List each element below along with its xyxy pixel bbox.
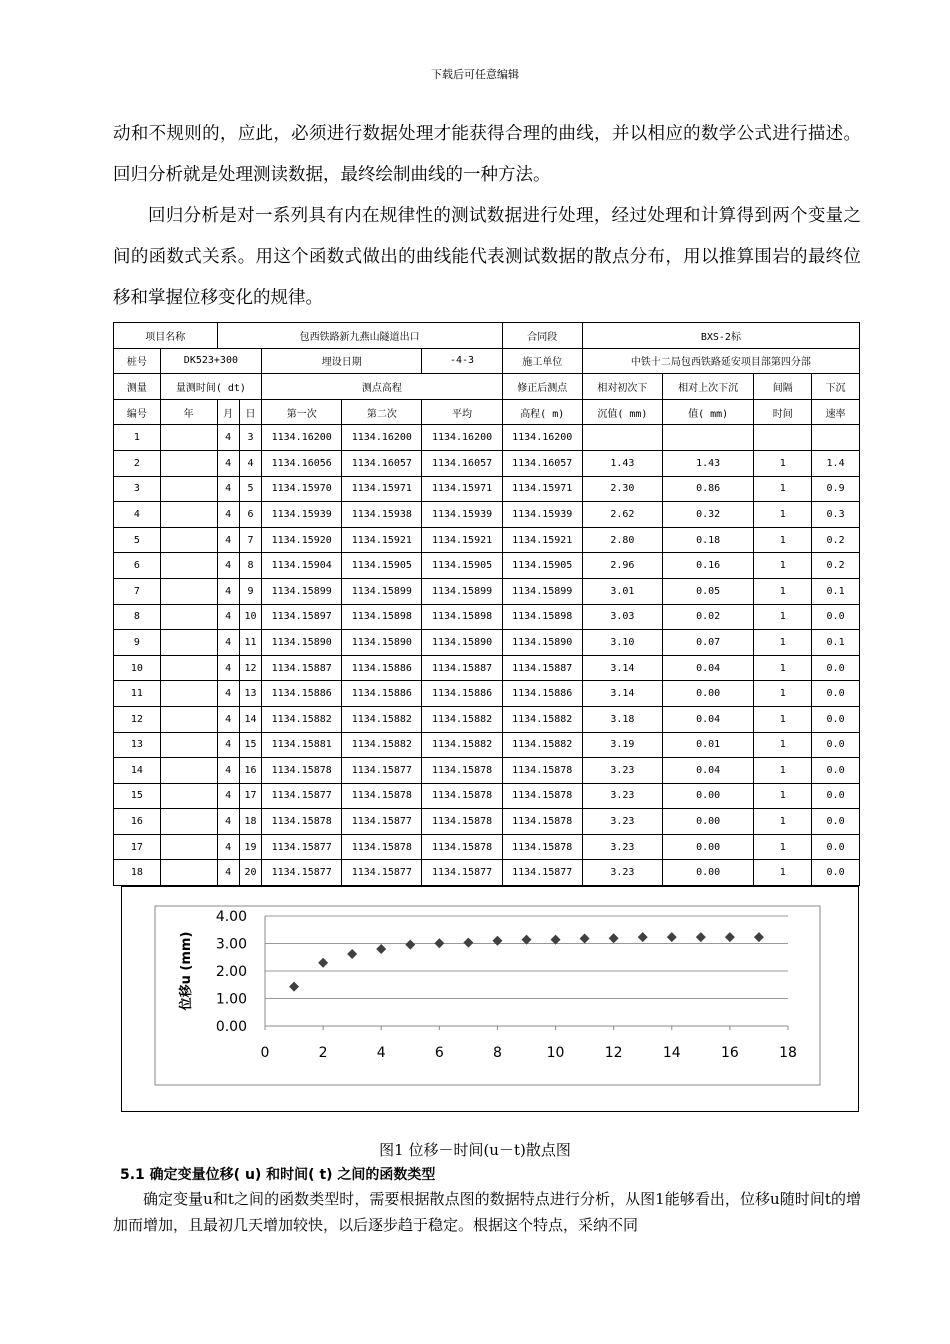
y-axis-label: 位移u (mm) [179,931,194,1011]
table-cell: 0.9 [812,476,860,502]
x-tick-label: 18 [779,1045,797,1061]
table-cell: 1134.15877 [262,783,342,809]
table-cell: 10 [114,655,161,681]
label-project-name: 项目名称 [114,323,218,349]
table-cell: 0.0 [812,809,860,835]
section-heading: 5.1 确定变量位移( u) 和时间( t) 之间的函数类型 [120,1167,436,1183]
x-tick-label: 2 [318,1045,328,1061]
table-cell: 0.2 [812,553,860,579]
table-cell: 0.01 [662,732,753,758]
table-cell: 3 [239,425,261,451]
table-cell: 0.07 [662,630,753,656]
table-cell: 1134.15971 [422,476,502,502]
table-cell: 1134.15898 [422,604,502,630]
table-cell: 4 [217,527,239,553]
y-tick-label: 1.00 [215,991,247,1008]
table-cell: 17 [114,834,161,860]
table-cell: 3 [114,476,161,502]
table-cell: 1134.15878 [502,834,582,860]
table-cell: 4 [239,450,261,476]
figure-caption: 图1 位移－时间(u－t)散点图 [379,1141,571,1159]
table-cell: 16 [239,758,261,784]
header-cell: 高程( m) [502,399,582,425]
table-cell: 1134.15882 [262,706,342,732]
table-cell: 4 [217,476,239,502]
table-cell: 0.86 [662,476,753,502]
table-cell: 1134.15882 [342,732,422,758]
table-cell: 4 [217,553,239,579]
table-cell: 1134.15881 [262,732,342,758]
table-cell: 1 [754,809,812,835]
table-cell: 1134.15882 [502,706,582,732]
table-cell: 15 [114,783,161,809]
table-cell: 0.0 [812,860,860,886]
table-cell: 0.2 [812,527,860,553]
table-cell: 3.23 [582,783,662,809]
table-cell: 12 [239,655,261,681]
table-cell: 1134.15877 [342,758,422,784]
table-cell: 1 [754,578,812,604]
table-cell: 4 [217,502,239,528]
table-cell: 1134.15878 [422,783,502,809]
table-cell: 1134.15920 [262,527,342,553]
value-project-name: 包西铁路新九燕山隧道出口 [217,323,502,349]
table-cell: 18 [239,809,261,835]
header-cell: 相对初次下 [582,374,662,400]
table-cell: 1134.15887 [262,655,342,681]
table-cell: 1134.16057 [342,450,422,476]
table-cell: 1134.15905 [342,553,422,579]
header-cell: 年 [160,399,217,425]
header-cell: 时间 [754,399,812,425]
table-cell: 1134.15899 [502,578,582,604]
table-cell: 1134.15878 [502,783,582,809]
table-cell: 1134.16056 [262,450,342,476]
x-tick-label: 0 [260,1045,270,1061]
table-cell: 0.0 [812,655,860,681]
y-tick-label: 4.00 [215,909,247,925]
table-cell: 9 [114,630,161,656]
table-cell: 1 [754,604,812,630]
table-cell: 0.00 [662,834,753,860]
table-cell: 4 [217,450,239,476]
table-cell: 0.00 [662,809,753,835]
table-cell: 0.00 [662,860,753,886]
x-tick-label: 6 [434,1045,444,1061]
table-cell: 5 [114,527,161,553]
header-cell: 日 [239,399,261,425]
table-cell: 1134.15877 [342,860,422,886]
table-cell: 0.05 [662,578,753,604]
header-cell: 测点高程 [262,374,503,400]
header-cell: 修正后测点 [502,374,582,400]
x-tick-label: 8 [492,1045,502,1061]
x-tick-label: 14 [662,1045,681,1061]
y-tick-label: 0.00 [215,1019,247,1035]
table-cell: 2.30 [582,476,662,502]
table-cell: 4 [217,758,239,784]
header-cell: 沉值( mm) [582,399,662,425]
table-cell: 1134.15878 [342,783,422,809]
table-cell: 13 [114,732,161,758]
table-cell: 1 [754,732,812,758]
table-cell: 1 [754,630,812,656]
table-cell: 1134.15882 [342,706,422,732]
table-cell: 1134.15877 [422,860,502,886]
x-tick-label: 12 [604,1045,623,1061]
header-cell: 值( mm) [662,399,753,425]
table-cell: 8 [239,553,261,579]
table-cell: 1134.15921 [342,527,422,553]
table-cell: 2 [114,450,161,476]
table-cell: 1134.15970 [262,476,342,502]
table-cell: 1134.15877 [262,860,342,886]
table-cell: 1 [754,834,812,860]
paragraph-1: 动和不规则的，应此，必须进行数据处理才能获得合理的曲线，并以相应的数学公式进行描述。回归分析就是处理测读数据，最终绘制曲线的一种方法。 [113,124,861,185]
table-cell: 4 [217,425,239,451]
table-cell: 0.04 [662,655,753,681]
table-cell: 1134.16057 [422,450,502,476]
table-cell: 1134.16200 [262,425,342,451]
table-cell: 0.0 [812,758,860,784]
table-cell: 1 [754,527,812,553]
table-cell: 4 [217,630,239,656]
page-header: 下载后可任意编辑 [431,68,519,81]
table-cell: 13 [239,681,261,707]
table-cell: 3.23 [582,758,662,784]
table-cell: 1134.15886 [422,681,502,707]
table-cell: 1134.16200 [342,425,422,451]
table-cell: 3.23 [582,834,662,860]
table-cell: 1 [754,783,812,809]
table-cell: 1134.15938 [342,502,422,528]
table-cell: 3.18 [582,706,662,732]
table-cell: 1134.16200 [502,425,582,451]
table-cell: 1.43 [662,450,753,476]
table-cell: 1 [754,502,812,528]
table-cell: 7 [239,527,261,553]
header-cell: 测量 [114,374,161,400]
table-cell: 1.43 [582,450,662,476]
table-cell: 10 [239,604,261,630]
table-cell: 3.19 [582,732,662,758]
table-cell: 1134.15878 [422,758,502,784]
table-cell: 4 [217,834,239,860]
table-cell: 0.04 [662,758,753,784]
table-cell: 1134.15882 [422,732,502,758]
table-cell: 1134.16057 [502,450,582,476]
table-cell: 1134.15905 [422,553,502,579]
table-cell: 1134.15878 [422,809,502,835]
table-cell: 1134.15890 [342,630,422,656]
header-cell: 第一次 [262,399,342,425]
table-cell: 1134.15905 [502,553,582,579]
table-cell: 3.23 [582,860,662,886]
table-cell: 3.14 [582,681,662,707]
table-cell: 1 [754,476,812,502]
table-cell: 0.3 [812,502,860,528]
table-cell: 0.16 [662,553,753,579]
table-cell: 1134.15890 [262,630,342,656]
label-contract-section: 合同段 [502,323,582,349]
value-construction-unit: 中铁十二局包西铁路延安项目部第四分部 [582,348,859,374]
table-cell: 1134.15886 [342,655,422,681]
table-cell: 1134.15890 [422,630,502,656]
header-cell: 平均 [422,399,502,425]
table-cell: 1134.15897 [262,604,342,630]
table-cell: 1 [754,655,812,681]
table-cell: 1134.15971 [342,476,422,502]
table-cell: 1134.15921 [502,527,582,553]
table-cell: 4 [217,604,239,630]
y-tick-label: 2.00 [215,964,247,980]
header-cell: 月 [217,399,239,425]
section-body: 确定变量u和t之间的函数类型时，需要根据散点图的数据特点进行分析，从图1能够看出，位移u随时间t的增加而增加，且最初几天增加较快，以后逐步趋于稳定。根据这个特点，采纳不同 [113,1190,861,1234]
table-cell: 1134.15878 [262,758,342,784]
table-cell: 1134.15877 [262,834,342,860]
table-cell: 1134.15971 [502,476,582,502]
x-tick-label: 4 [376,1045,386,1061]
table-cell: 1 [754,758,812,784]
table-cell: 4 [217,732,239,758]
table-cell: 0.0 [812,604,860,630]
table-cell: 14 [239,706,261,732]
table-cell: 1134.15882 [422,706,502,732]
header-cell: 编号 [114,399,161,425]
table-cell: 4 [217,860,239,886]
table-cell: 0.04 [662,706,753,732]
table-cell: 16 [114,809,161,835]
table-cell: 1134.15878 [342,834,422,860]
table-cell: 4 [217,706,239,732]
table-cell: 7 [114,578,161,604]
table-cell: 1134.15939 [422,502,502,528]
y-tick-label: 3.00 [215,936,247,953]
table-cell: 1134.15886 [342,681,422,707]
header-cell: 下沉 [812,374,860,400]
table-cell: 8 [114,604,161,630]
table-cell: 1134.15887 [502,655,582,681]
table-cell: 0.32 [662,502,753,528]
paragraph-2: 回归分析是对一系列具有内在规律性的测试数据进行处理，经过处理和计算得到两个变量之间的函数式关系。用这个函数式做出的曲线能代表测试数据的散点分布，用以推算围岩的最终位移和掌握位移变化的规律。 [113,206,861,308]
table-cell: 17 [239,783,261,809]
header-cell: 间隔 [754,374,812,400]
table-cell: 1134.15886 [502,681,582,707]
table-cell: 1134.15878 [262,809,342,835]
table-cell: 1134.15890 [502,630,582,656]
table-cell: 4 [114,502,161,528]
table-cell: 2.80 [582,527,662,553]
table-cell: 0.0 [812,783,860,809]
table-cell: 1134.15877 [342,809,422,835]
label-construction-unit: 施工单位 [502,348,582,374]
table-cell: 1134.15882 [502,732,582,758]
table-cell: 1 [754,860,812,886]
table-cell: 0.02 [662,604,753,630]
table-cell: 1 [114,425,161,451]
table-cell: 1134.15939 [502,502,582,528]
value-contract-section: BXS-2标 [582,323,859,349]
header-cell: 第二次 [342,399,422,425]
table-cell: 0.0 [812,706,860,732]
table-cell: 5 [239,476,261,502]
table-cell: 1134.15877 [502,860,582,886]
table-cell: 1134.15886 [262,681,342,707]
table-cell: 0.18 [662,527,753,553]
table-cell: 1134.15878 [502,809,582,835]
header-cell: 速率 [812,399,860,425]
table-cell: 3.14 [582,655,662,681]
table-cell: 0.00 [662,681,753,707]
value-burial-date: -4-3 [422,348,502,374]
table-cell: 1134.15904 [262,553,342,579]
table-cell: 1134.15921 [422,527,502,553]
table-cell: 4 [217,809,239,835]
table-cell: 18 [114,860,161,886]
table-cell: 3.01 [582,578,662,604]
table-cell: 0.0 [812,681,860,707]
value-station: DK523+300 [160,348,261,374]
table-cell: 11 [239,630,261,656]
table-cell: 1 [754,681,812,707]
table-cell: 4 [217,783,239,809]
table-cell: 15 [239,732,261,758]
table-cell: 0.1 [812,578,860,604]
table-cell: 0.0 [812,732,860,758]
table-cell: 20 [239,860,261,886]
table-cell: 1134.15939 [262,502,342,528]
table-cell: 3.03 [582,604,662,630]
x-tick-label: 16 [720,1045,739,1061]
table-cell: 1134.15898 [502,604,582,630]
table-cell: 1134.15899 [262,578,342,604]
table-cell: 1 [754,706,812,732]
table-cell: 19 [239,834,261,860]
table-cell: 1134.15887 [422,655,502,681]
table-cell: 1134.15898 [342,604,422,630]
table-cell: 1134.15899 [422,578,502,604]
table-cell: 12 [114,706,161,732]
table-cell: 1134.15878 [422,834,502,860]
table-cell: 1.4 [812,450,860,476]
table-cell: 1134.15899 [342,578,422,604]
label-station: 桩号 [114,348,161,374]
table-cell: 3.23 [582,809,662,835]
table-cell: 1134.16200 [422,425,502,451]
table-cell: 0.00 [662,783,753,809]
label-burial-date: 埋设日期 [262,348,422,374]
table-cell: 0.0 [812,834,860,860]
table-cell: 1 [754,553,812,579]
table-cell: 9 [239,578,261,604]
table-cell: 3.10 [582,630,662,656]
table-cell: 6 [239,502,261,528]
table-cell: 4 [217,655,239,681]
table-cell: 4 [217,578,239,604]
table-cell: 2.62 [582,502,662,528]
table-cell: 1 [754,450,812,476]
table-cell: 0.1 [812,630,860,656]
table-cell: 14 [114,758,161,784]
table-cell: 1134.15878 [502,758,582,784]
table-cell: 2.96 [582,553,662,579]
header-cell: 相对上次下沉 [662,374,753,400]
table-cell: 11 [114,681,161,707]
table-cell: 6 [114,553,161,579]
table-cell: 4 [217,681,239,707]
header-cell: 量测时间( dt) [160,374,261,400]
x-tick-label: 10 [546,1045,565,1061]
